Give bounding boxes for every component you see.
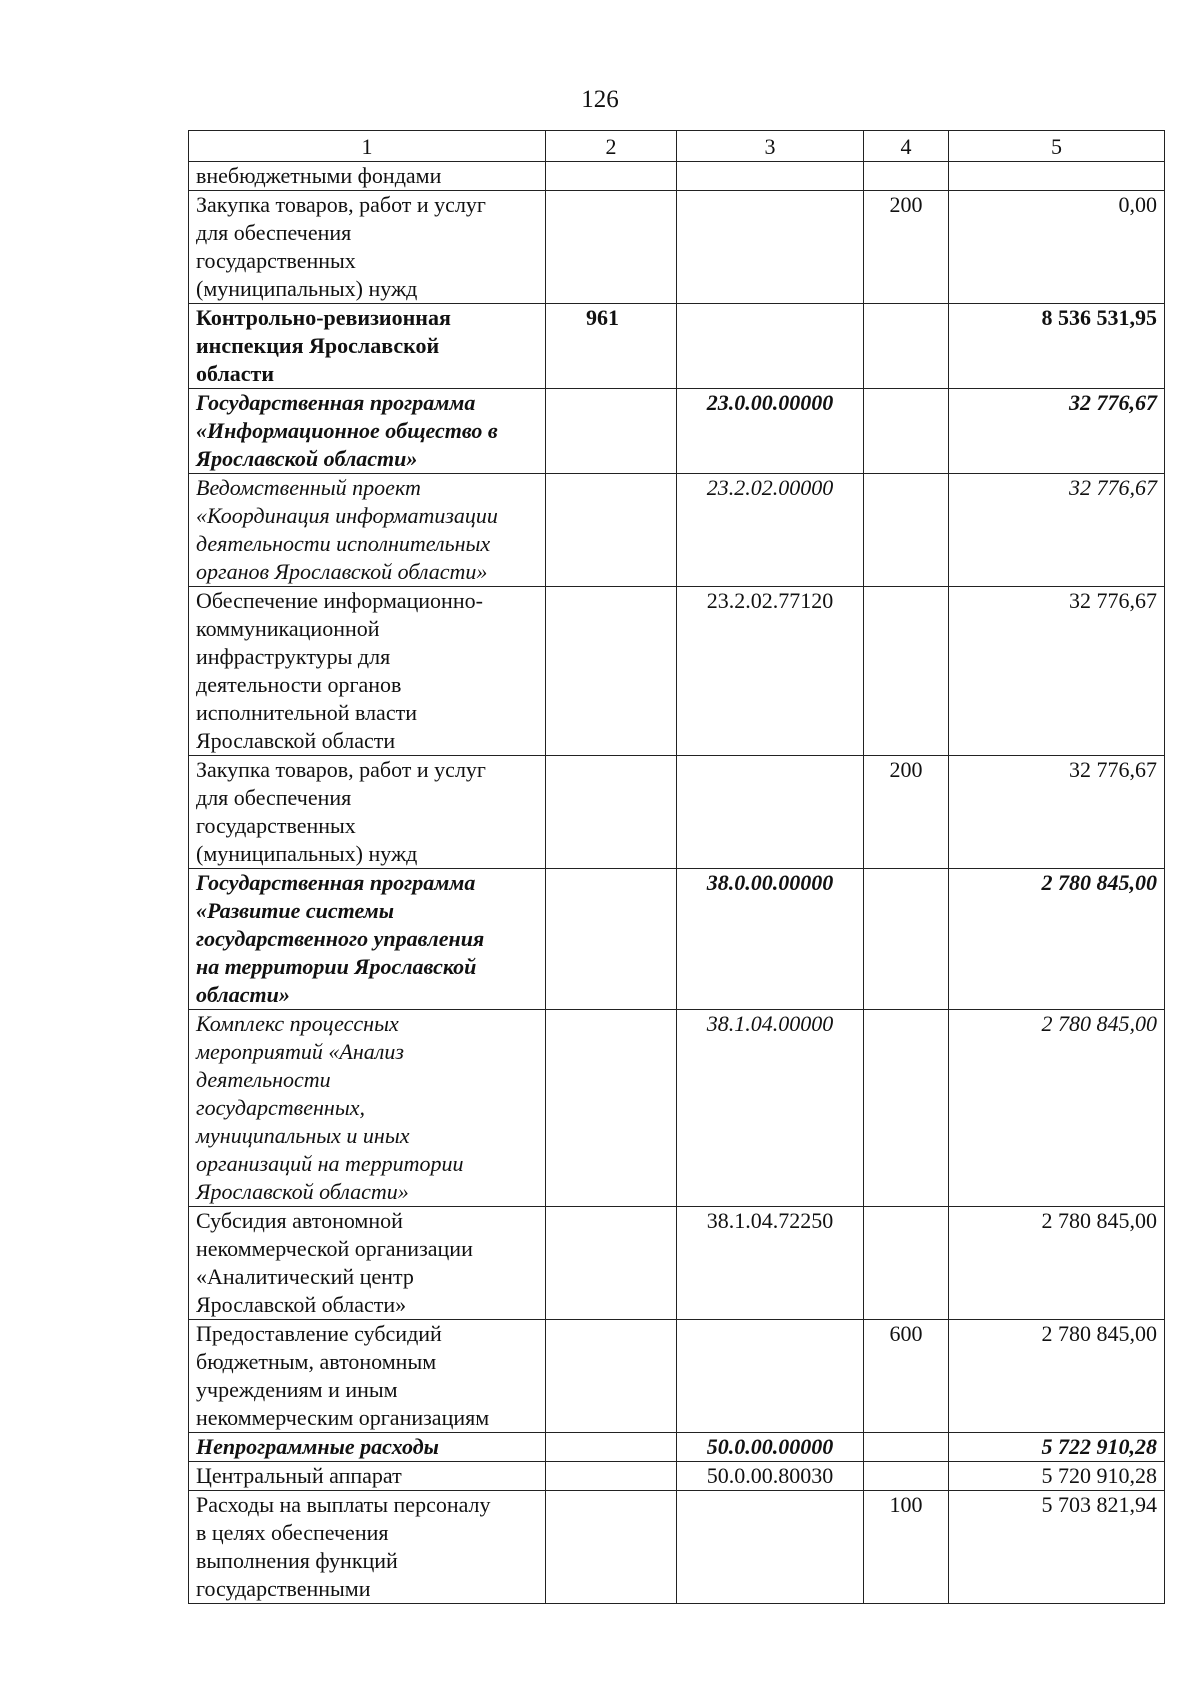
table-row bbox=[189, 869, 1165, 1010]
budget-table bbox=[188, 130, 1165, 1604]
row-amount: 32 776,67 bbox=[949, 389, 1165, 474]
table-row bbox=[189, 1462, 1165, 1491]
row-name: Субсидия автономной некоммерческой организации «Аналитический центр Ярославской области» bbox=[189, 1207, 546, 1320]
row-amount: 32 776,67 bbox=[949, 756, 1165, 869]
row-name: Расходы на выплаты персоналу в целях обеспечения выполнения функций государственными bbox=[189, 1491, 546, 1604]
row-expense-type bbox=[864, 304, 949, 389]
row-amount bbox=[949, 162, 1165, 191]
row-expense-type: 200 bbox=[864, 756, 949, 869]
row-program-code: 50.0.00.80030 bbox=[677, 1462, 864, 1491]
row-expense-type bbox=[864, 1010, 949, 1207]
table-row bbox=[189, 1491, 1165, 1604]
row-expense-type bbox=[864, 869, 949, 1010]
row-code bbox=[546, 474, 677, 587]
row-code bbox=[546, 1010, 677, 1207]
table-row bbox=[189, 474, 1165, 587]
row-name: Контрольно-ревизионная инспекция Ярославской области bbox=[189, 304, 546, 389]
row-expense-type bbox=[864, 1207, 949, 1320]
row-code bbox=[546, 587, 677, 756]
row-program-code: 23.0.00.00000 bbox=[677, 389, 864, 474]
row-name: Центральный аппарат bbox=[189, 1462, 546, 1491]
row-amount: 8 536 531,95 bbox=[949, 304, 1165, 389]
row-program-code bbox=[677, 1320, 864, 1433]
row-name: Предоставление субсидий бюджетным, автономным учреждениям и иным некоммерческим организациям bbox=[189, 1320, 546, 1433]
row-name: внебюджетными фондами bbox=[189, 162, 546, 191]
row-program-code bbox=[677, 756, 864, 869]
row-expense-type bbox=[864, 162, 949, 191]
page-number: 126 bbox=[581, 86, 619, 113]
column-header-5: 5 bbox=[949, 131, 1165, 162]
table-row bbox=[189, 587, 1165, 756]
row-name: Ведомственный проект «Координация информатизации деятельности исполнительных органов Ярославской области» bbox=[189, 474, 546, 587]
table-row bbox=[189, 1010, 1165, 1207]
table-row bbox=[189, 756, 1165, 869]
row-code bbox=[546, 389, 677, 474]
row-amount: 5 722 910,28 bbox=[949, 1433, 1165, 1462]
row-name: Непрограммные расходы bbox=[189, 1433, 546, 1462]
row-code bbox=[546, 191, 677, 304]
row-amount: 32 776,67 bbox=[949, 474, 1165, 587]
row-name: Комплекс процессных мероприятий «Анализ деятельности государственных, муниципальных и иных организаций на территории Ярославской области» bbox=[189, 1010, 546, 1207]
row-name: Государственная программа «Информационное общество в Ярославской области» bbox=[189, 389, 546, 474]
row-code bbox=[546, 162, 677, 191]
column-header-4: 4 bbox=[864, 131, 949, 162]
table-row bbox=[189, 389, 1165, 474]
table-row bbox=[189, 162, 1165, 191]
row-amount: 5 703 821,94 bbox=[949, 1491, 1165, 1604]
table-row bbox=[189, 1320, 1165, 1433]
row-code bbox=[546, 756, 677, 869]
row-expense-type: 200 bbox=[864, 191, 949, 304]
row-expense-type: 100 bbox=[864, 1491, 949, 1604]
row-program-code: 38.1.04.72250 bbox=[677, 1207, 864, 1320]
table-body bbox=[189, 162, 1165, 1604]
row-program-code: 38.0.00.00000 bbox=[677, 869, 864, 1010]
row-amount: 2 780 845,00 bbox=[949, 869, 1165, 1010]
table-row bbox=[189, 1433, 1165, 1462]
column-header-1: 1 bbox=[189, 131, 546, 162]
row-program-code bbox=[677, 162, 864, 191]
row-code bbox=[546, 869, 677, 1010]
row-expense-type bbox=[864, 587, 949, 756]
table-row bbox=[189, 1207, 1165, 1320]
row-program-code: 50.0.00.00000 bbox=[677, 1433, 864, 1462]
row-expense-type bbox=[864, 389, 949, 474]
row-name: Закупка товаров, работ и услуг для обеспечения государственных (муниципальных) нужд bbox=[189, 191, 546, 304]
row-expense-type bbox=[864, 474, 949, 587]
column-header-2: 2 bbox=[546, 131, 677, 162]
row-amount: 2 780 845,00 bbox=[949, 1320, 1165, 1433]
row-name: Государственная программа «Развитие системы государственного управления на территории Ярославской области» bbox=[189, 869, 546, 1010]
row-expense-type bbox=[864, 1462, 949, 1491]
row-expense-type bbox=[864, 1433, 949, 1462]
row-program-code bbox=[677, 1491, 864, 1604]
row-code bbox=[546, 1462, 677, 1491]
table-header-row bbox=[189, 131, 1165, 162]
row-code bbox=[546, 1207, 677, 1320]
row-amount: 32 776,67 bbox=[949, 587, 1165, 756]
row-code bbox=[546, 1491, 677, 1604]
row-expense-type: 600 bbox=[864, 1320, 949, 1433]
row-amount: 0,00 bbox=[949, 191, 1165, 304]
row-program-code: 38.1.04.00000 bbox=[677, 1010, 864, 1207]
table-row bbox=[189, 191, 1165, 304]
row-code bbox=[546, 1433, 677, 1462]
row-name: Закупка товаров, работ и услуг для обеспечения государственных (муниципальных) нужд bbox=[189, 756, 546, 869]
row-amount: 2 780 845,00 bbox=[949, 1010, 1165, 1207]
row-program-code bbox=[677, 191, 864, 304]
row-code: 961 bbox=[546, 304, 677, 389]
row-program-code bbox=[677, 304, 864, 389]
row-amount: 2 780 845,00 bbox=[949, 1207, 1165, 1320]
row-name: Обеспечение информационно- коммуникационной инфраструктуры для деятельности органов исполнительной власти Ярославской области bbox=[189, 587, 546, 756]
table-row bbox=[189, 304, 1165, 389]
row-amount: 5 720 910,28 bbox=[949, 1462, 1165, 1491]
column-header-3: 3 bbox=[677, 131, 864, 162]
row-code bbox=[546, 1320, 677, 1433]
row-program-code: 23.2.02.00000 bbox=[677, 474, 864, 587]
row-program-code: 23.2.02.77120 bbox=[677, 587, 864, 756]
